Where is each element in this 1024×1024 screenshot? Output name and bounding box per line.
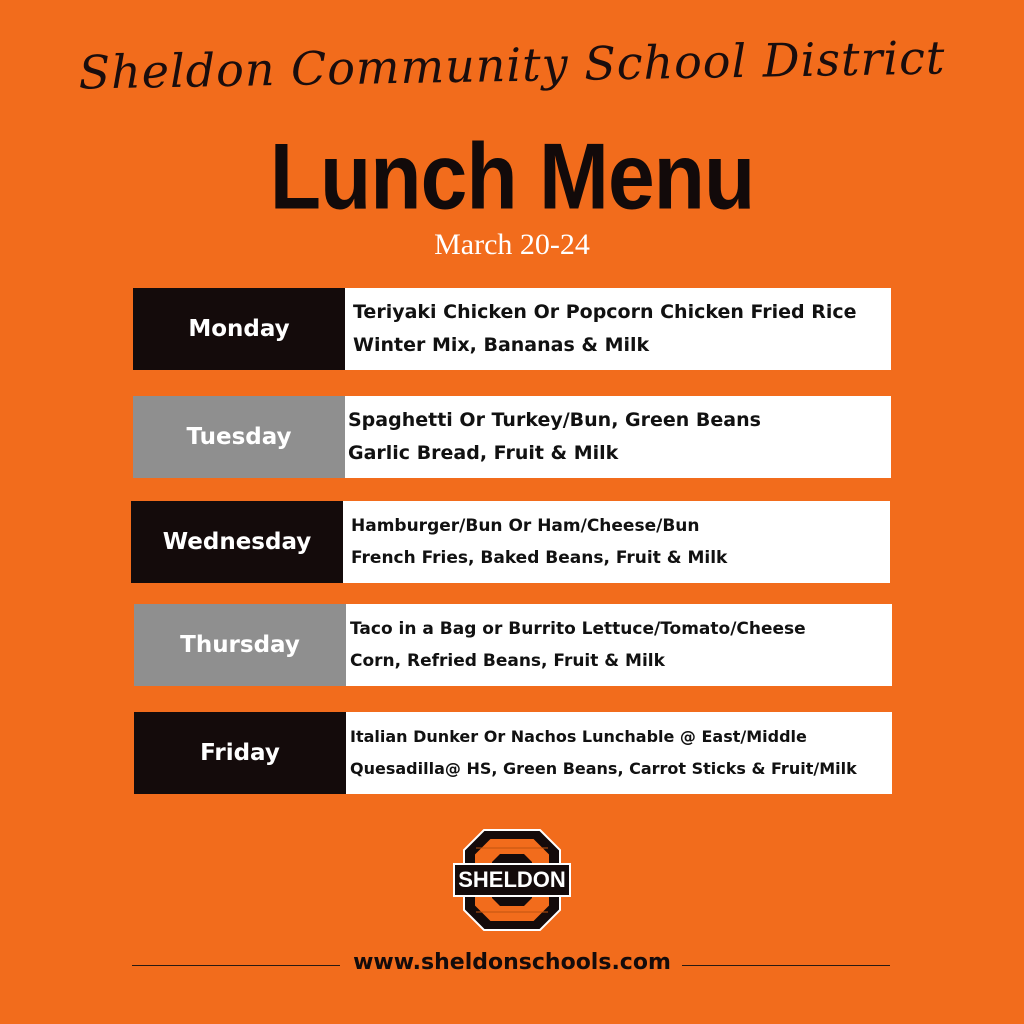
day-label-wednesday: Wednesday	[131, 501, 343, 583]
menu-line: French Fries, Baked Beans, Fruit & Milk	[351, 548, 728, 568]
menu-line: Italian Dunker Or Nachos Lunchable @ East/Middle	[350, 727, 807, 746]
day-label-tuesday: Tuesday	[133, 396, 345, 478]
website-link[interactable]: www.sheldonschools.com	[353, 950, 671, 975]
day-label-thursday: Thursday	[134, 604, 346, 686]
menu-line: Taco in a Bag or Burrito Lettuce/Tomato/Cheese	[350, 619, 806, 639]
menu-items-wednesday	[343, 501, 890, 583]
menu-row-tuesday	[133, 396, 891, 478]
menu-line: Garlic Bread, Fruit & Milk	[348, 442, 619, 464]
district-name: Sheldon Community School District	[78, 30, 946, 100]
day-label-friday: Friday	[134, 712, 346, 794]
menu-row-monday	[133, 288, 891, 370]
logo-text: SHELDON	[458, 867, 566, 892]
menu-row-friday	[134, 712, 892, 794]
sheldon-o-logo-icon	[452, 828, 572, 932]
menu-line: Quesadilla@ HS, Green Beans, Carrot Sticks & Fruit/Milk	[350, 759, 857, 778]
menu-row-wednesday	[131, 501, 890, 583]
menu-line: Hamburger/Bun Or Ham/Cheese/Bun	[351, 516, 700, 536]
menu-items-tuesday	[345, 396, 891, 478]
menu-items-monday	[345, 288, 891, 370]
menu-items-friday	[346, 712, 892, 794]
date-range: March 20-24	[434, 228, 590, 261]
menu-row-thursday	[134, 604, 892, 686]
page-title: Lunch Menu	[269, 123, 755, 229]
menu-items-thursday	[346, 604, 892, 686]
menu-line: Teriyaki Chicken Or Popcorn Chicken Fried Rice	[353, 301, 857, 323]
day-label-monday: Monday	[133, 288, 345, 370]
menu-line: Winter Mix, Bananas & Milk	[353, 334, 650, 356]
menu-line: Corn, Refried Beans, Fruit & Milk	[350, 651, 665, 671]
menu-line: Spaghetti Or Turkey/Bun, Green Beans	[348, 409, 761, 431]
